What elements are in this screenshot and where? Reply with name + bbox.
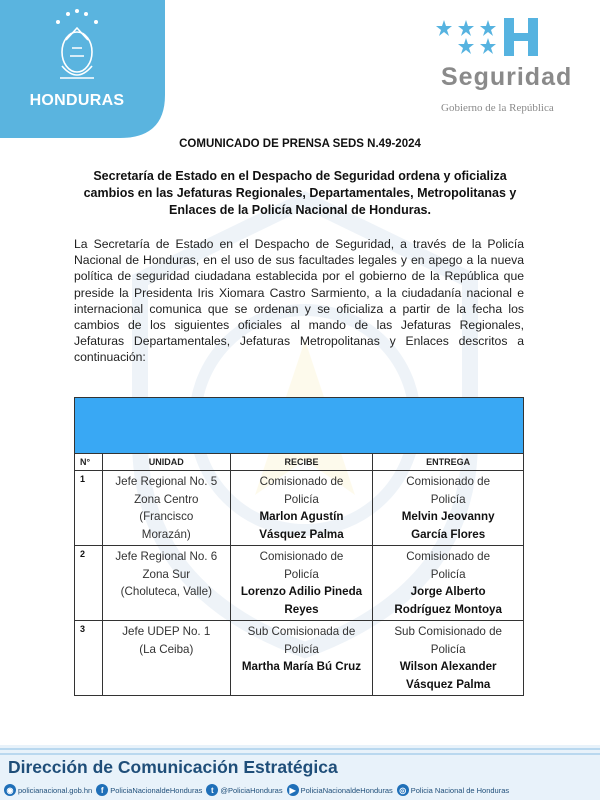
document-body: La Secretaría de Estado en el Despacho de Seguridad, a través de la Policía Nacional de Honduras, en el uso de sus facultades legales y en apego a la nueva política de seguridad ciudadana establecida por el gobierno de la República que preside la Presidenta Iris Xiomara Castro Sarmiento, a la ciudadanía nacional e internacional comunica que se ordenan y se oficializa a partir de la fecha los cambios de los siguientes oficiales al mando de las Jefaturas Regionales, Jefaturas Departamentales, Jefaturas Metropolitanas y Enlaces descritos a continuación: [74, 237, 524, 365]
seguridad-stars-icon [436, 20, 496, 54]
table-header-band [75, 398, 524, 454]
social-twitter[interactable]: t @PoliciaHonduras [206, 784, 282, 796]
row-number: 1 [75, 471, 103, 546]
cell-recibe: Comisionado de Policía Lorenzo Adilio Pineda Reyes [230, 546, 373, 621]
honduras-badge [0, 0, 165, 138]
social-facebook[interactable]: f PoliciaNacionaldeHonduras [96, 784, 202, 796]
document-headline: Secretaría de Estado en el Despacho de Seguridad ordena y oficializa cambios en las Jefaturas Regionales, Departamentales, Metropolitanas y Enlaces de la Policía Nacional de Honduras. [83, 169, 517, 217]
seguridad-title: Seguridad [441, 63, 573, 91]
cell-recibe: Comisionado de Policía Marlon Agustín Vásquez Palma [230, 471, 373, 546]
youtube-icon: ▶ [287, 784, 299, 796]
seguridad-subtitle: Gobierno de la República [441, 102, 554, 114]
footer-title: Dirección de Comunicación Estratégica [8, 757, 338, 777]
cell-entrega: Comisionado de Policía Melvin Jeovanny García Flores [373, 471, 524, 546]
document-title: COMUNICADO DE PRENSA SEDS N.49-2024 [179, 138, 421, 150]
column-header-unidad: UNIDAD [102, 454, 230, 471]
officers-table [74, 397, 524, 696]
cell-entrega: Comisionado de Policía Jorge Alberto Rodríguez Montoya [373, 546, 524, 621]
column-header-recibe: RECIBE [230, 454, 373, 471]
row-number: 3 [75, 621, 103, 696]
row-number: 2 [75, 546, 103, 621]
table-row [75, 621, 524, 696]
globe-icon: ◉ [4, 784, 16, 796]
footer-social-links [0, 782, 600, 798]
table-row [75, 471, 524, 546]
social-instagram[interactable]: ◎ Policia Nacional de Honduras [397, 784, 509, 796]
column-header-number: N° [75, 454, 103, 471]
social-youtube[interactable]: ▶ PoliciaNacionaldeHonduras [287, 784, 393, 796]
cell-unidad: Jefe Regional No. 6 Zona Sur (Choluteca, Valle) [102, 546, 230, 621]
twitter-icon: t [206, 784, 218, 796]
instagram-icon: ◎ [397, 784, 409, 796]
cell-unidad: Jefe UDEP No. 1 (La Ceiba) [102, 621, 230, 696]
table-row [75, 546, 524, 621]
column-header-entrega: ENTREGA [373, 454, 524, 471]
table-column-headers [75, 454, 524, 471]
seguridad-h-icon [504, 18, 538, 56]
social-website[interactable]: ◉ policianacional.gob.hn [4, 784, 92, 796]
cell-entrega: Sub Comisionado de Policía Wilson Alexander Vásquez Palma [373, 621, 524, 696]
cell-recibe: Sub Comisionada de Policía Martha María Bú Cruz [230, 621, 373, 696]
cell-unidad: Jefe Regional No. 5 Zona Centro (Francisco Morazán) [102, 471, 230, 546]
facebook-icon: f [96, 784, 108, 796]
honduras-logo-text: HONDURAS [29, 92, 125, 109]
